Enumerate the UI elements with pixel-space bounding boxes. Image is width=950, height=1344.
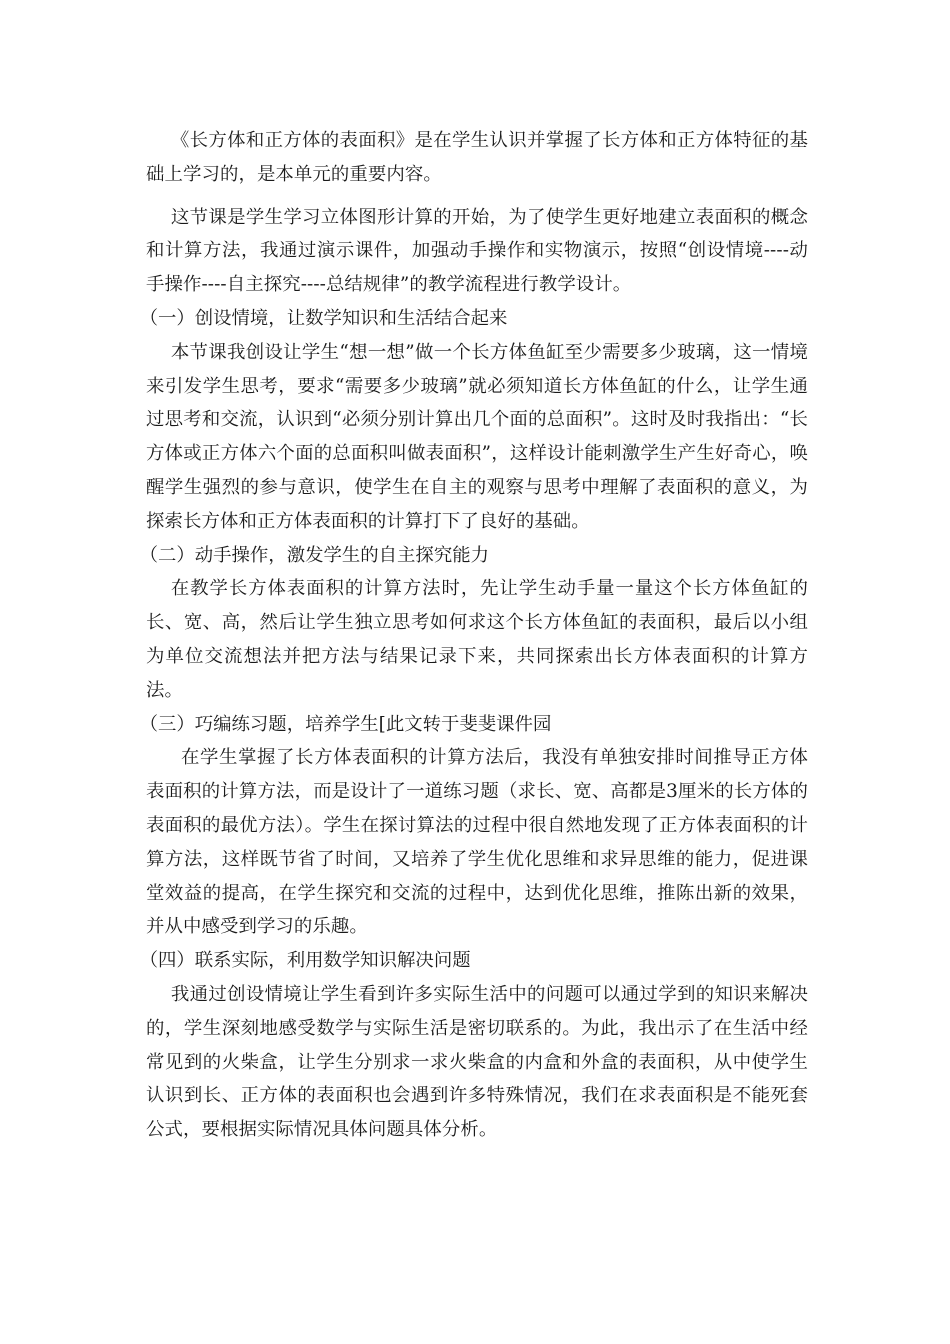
paragraph-section-4: 我通过创设情境让学生看到许多实际生活中的问题可以通过学到的知识来解决的，学生深刻地感受数学与实际生活是密切联系的。为此，我出示了在生活中经常见到的火柴盒，让学生分别求一求火柴盒的内盒和外盒的表面积，从中使学生认识到长、正方体的表面积也会遇到许多特殊情况，我们在求表面积是不能死套公式，要根据实际情况具体问题具体分析。 <box>146 983 808 1141</box>
paragraph-section-2: 在教学长方体表面积的计算方法时，先让学生动手量一量这个长方体鱼缸的长、宽、高，然后让学生独立思考如何求这个长方体鱼缸的表面积，最后以小组为单位交流想法并把方法与结果记录下来，共同探索出长方体表面积的计算方法。 <box>146 578 808 701</box>
section-heading-2: （二）动手操作，激发学生的自主探究能力 <box>139 544 489 566</box>
section-heading-1: （一）创设情境，让数学知识和生活结合起来 <box>139 307 508 329</box>
paragraph-intro: 《长方体和正方体的表面积》是在学生认识并掌握了长方体和正方体特征的基础上学习的，是本单元的重要内容。 <box>146 130 808 185</box>
paragraph-overview: 这节课是学生学习立体图形计算的开始，为了使学生更好地建立表面积的概念和计算方法，我通过演示课件，加强动手操作和实物演示，按照“创设情境----动手操作----自主探究----总结规律”的教学流程进行教学设计。 <box>146 206 808 296</box>
paragraph-section-1: 本节课我创设让学生“想一想”做一个长方体鱼缸至少需要多少玻璃，这一情境来引发学生思考，要求“需要多少玻璃”就必须知道长方体鱼缸的什么，让学生通过思考和交流，认识到“必须分别计算出几个面的总面积”。这时及时我指出：“长方体或正方体六个面的总面积叫做表面积”，这样设计能刺激学生产生好奇心，唤醒学生强烈的参与意识，使学生在自主的观察与思考中理解了表面积的意义，为探索长方体和正方体表面积的计算打下了良好的基础。 <box>146 341 808 532</box>
paragraph-gap <box>146 192 808 201</box>
section-heading-3: （三）巧编练习题，培养学生[此文转于斐斐课件园 <box>139 713 552 735</box>
paragraph-section-3: 在学生掌握了长方体表面积的计算方法后，我没有单独安排时间推导正方体表面积的计算方法，而是设计了一道练习题（求长、宽、高都是3厘米的长方体的表面积的最优方法）。学生在探讨算法的过程中很自然地发现了正方体表面积的计算方法，这样既节省了时间，又培养了学生优化思维和求异思维的能力，促进课堂效益的提高，在学生探究和交流的过程中，达到优化思维，推陈出新的效果，并从中感受到学习的乐趣。 <box>146 747 808 938</box>
section-heading-4: （四）联系实际，利用数学知识解决问题 <box>139 950 471 972</box>
document-body <box>139 124 808 1147</box>
